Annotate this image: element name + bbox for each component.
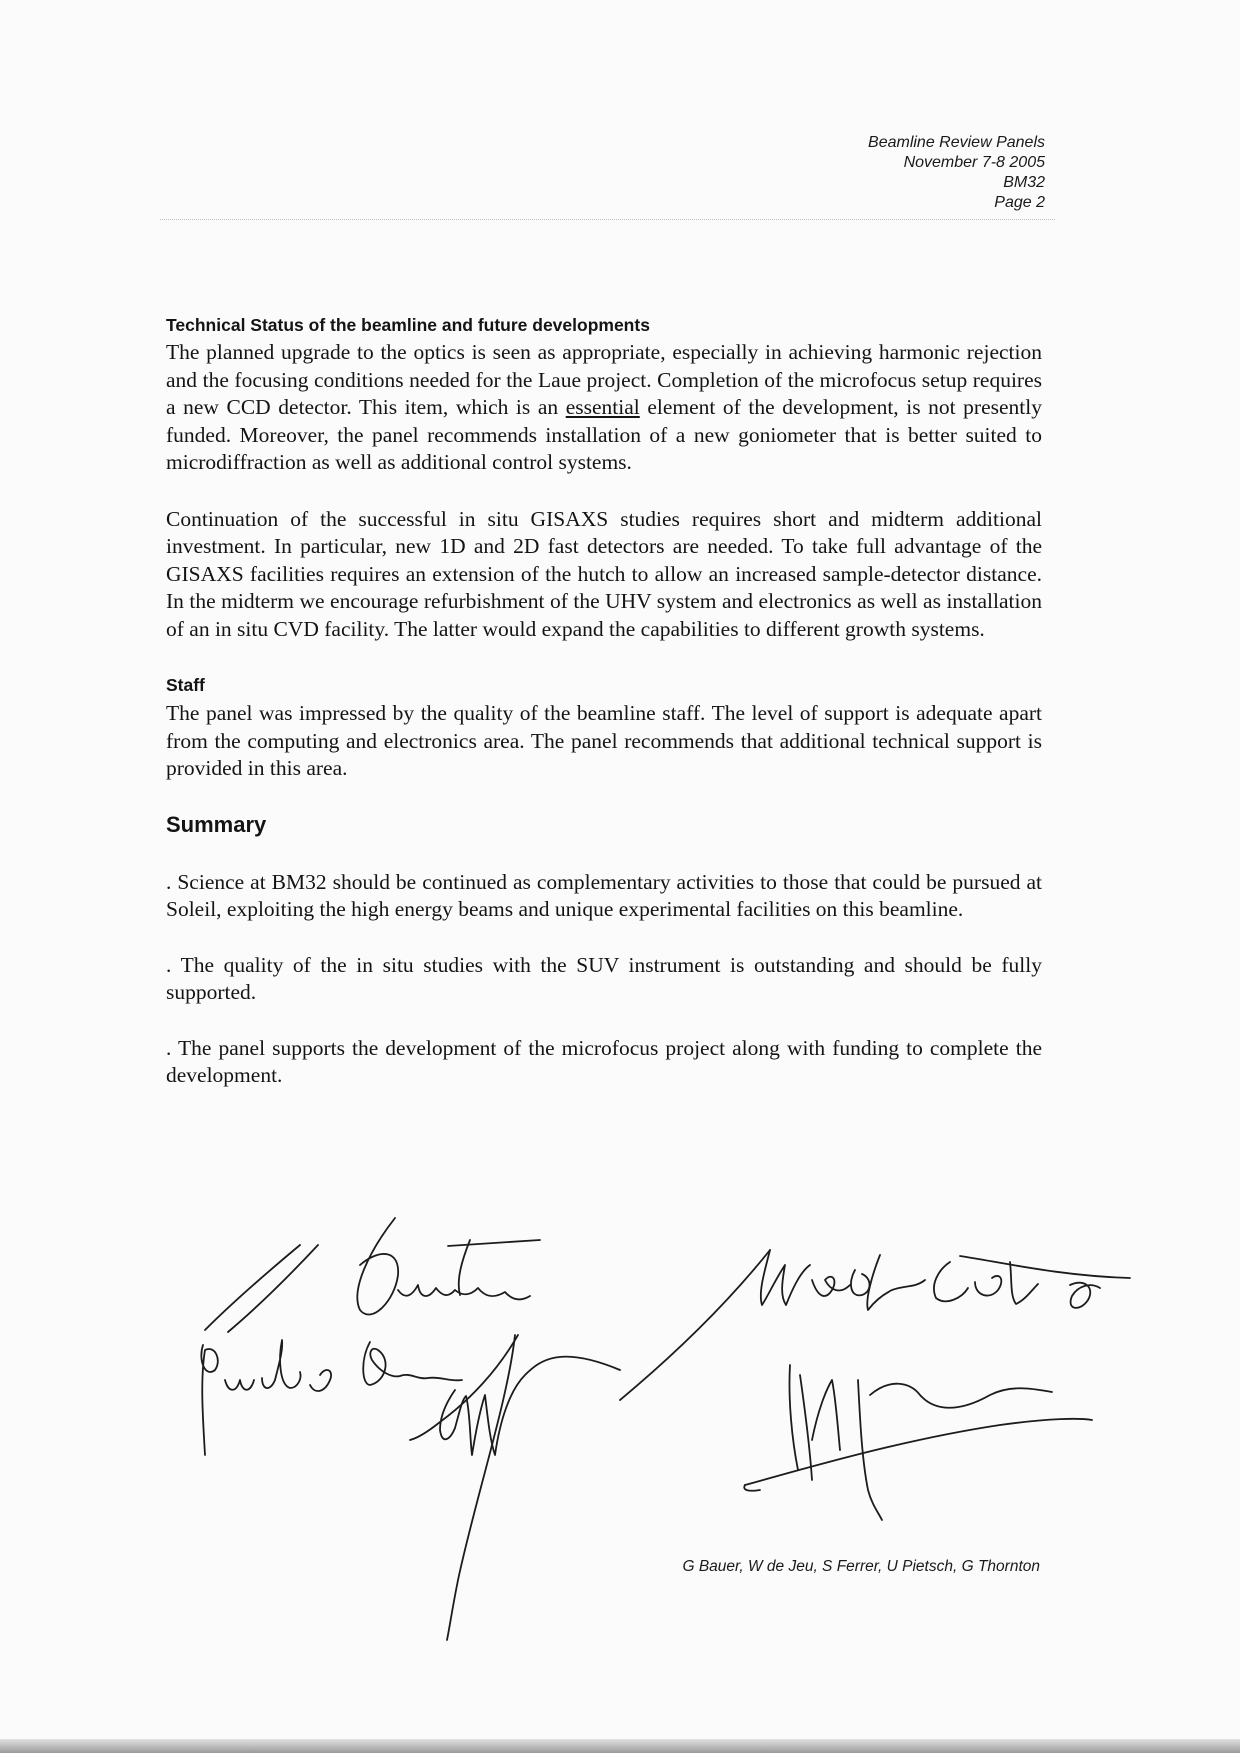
signature-stroke [934, 1262, 968, 1301]
signature-stroke [960, 1256, 1130, 1278]
signature-stroke [975, 1276, 1001, 1296]
signature-stroke [398, 1285, 530, 1299]
signature-stroke [744, 1485, 760, 1491]
signature-stroke [447, 1335, 515, 1640]
signature-stroke [851, 1270, 870, 1295]
signature-stroke [205, 1245, 300, 1330]
staff-paragraph: The panel was impressed by the quality of the beamline staff. The level of support is adequate apart from the computing and electronics area. The panel recommends that additional technical support is provided in this area. [166, 701, 1042, 780]
signature-stroke [867, 1255, 925, 1310]
scan-artifact-line [160, 219, 1055, 220]
signature-stroke [745, 1419, 1092, 1485]
signature-stroke [858, 1380, 882, 1520]
technical-p1-start: The planned upgrade to the optics is seen as appropriate, especially in achieving harmonic rejection and the focusing conditions needed for the Laue project. Completion of the microfocus setup requires a new CCD detector. This item, which is an [166, 340, 1042, 419]
signature-stroke [459, 1240, 470, 1295]
signature-stroke [1070, 1283, 1100, 1308]
technical-paragraph-2: Continuation of the successful in situ GISAXS studies requires short and midterm additional investment. In particular, new 1D and 2D fast detectors are needed. To take full advantage of the GISAXS facilities requires an extension of the hutch to allow an increased sample-detector distance. In the midterm we encourage refurbishment of the UHV system and electronics as well as installation of an in situ CVD facility. The latter would expand the capabilities to different growth systems. [166, 506, 1042, 641]
document-body [166, 314, 1042, 1090]
header-beamline: BM32 [1003, 174, 1045, 191]
signature-stroke [201, 1345, 217, 1455]
summary-item-1: . Science at BM32 should be continued as complementary activities to those that could be pursued at Soleil, exploiting the high energy beams and unique experimental facilities on this beamline. [166, 869, 1042, 921]
signature-stroke [448, 1240, 540, 1246]
signature-stroke [363, 1342, 462, 1385]
signature-stroke [410, 1335, 518, 1440]
signature-stroke [812, 1277, 850, 1296]
summary-heading: Summary [166, 811, 267, 837]
signature-stroke [262, 1340, 301, 1388]
signature-stroke [812, 1380, 840, 1450]
signature-stroke [310, 1370, 331, 1391]
signature-stroke [620, 1250, 770, 1400]
signatory-names: G Bauer, W de Jeu, S Ferrer, U Pietsch, G Thornton [682, 1558, 1040, 1575]
signature-stroke [800, 1375, 812, 1480]
signature-stroke [357, 1218, 398, 1315]
signature-stroke [1010, 1262, 1038, 1304]
technical-paragraph-1 [166, 339, 1042, 477]
signature-stroke [228, 1245, 318, 1332]
signature-stroke [225, 1380, 254, 1390]
signature-stroke [761, 1250, 810, 1305]
summary-item-2: . The quality of the in situ studies with the SUV instrument is outstanding and should be fully supported. [166, 952, 1042, 1004]
signature-stroke [789, 1365, 798, 1470]
signature-stroke [870, 1384, 1052, 1408]
header-page-number: Page 2 [994, 194, 1045, 211]
scan-bottom-edge [0, 1739, 1240, 1753]
technical-heading: Technical Status of the beamline and future developments [166, 315, 650, 335]
technical-p1-end: element of the development, is not presently funded. Moreover, the panel recommends installation of a new goniometer that is better suited to microdiffraction as well as additional control systems. [166, 395, 1042, 474]
summary-item-3: . The panel supports the development of the microfocus project along with funding to complete the development. [166, 1035, 1042, 1087]
header-date: November 7-8 2005 [903, 154, 1045, 171]
header-panel-name: Beamline Review Panels [868, 134, 1045, 151]
page-header [645, 133, 1045, 213]
signature-stroke [440, 1357, 620, 1455]
staff-heading: Staff [166, 675, 205, 695]
emphasis-essential: essential [565, 395, 640, 419]
